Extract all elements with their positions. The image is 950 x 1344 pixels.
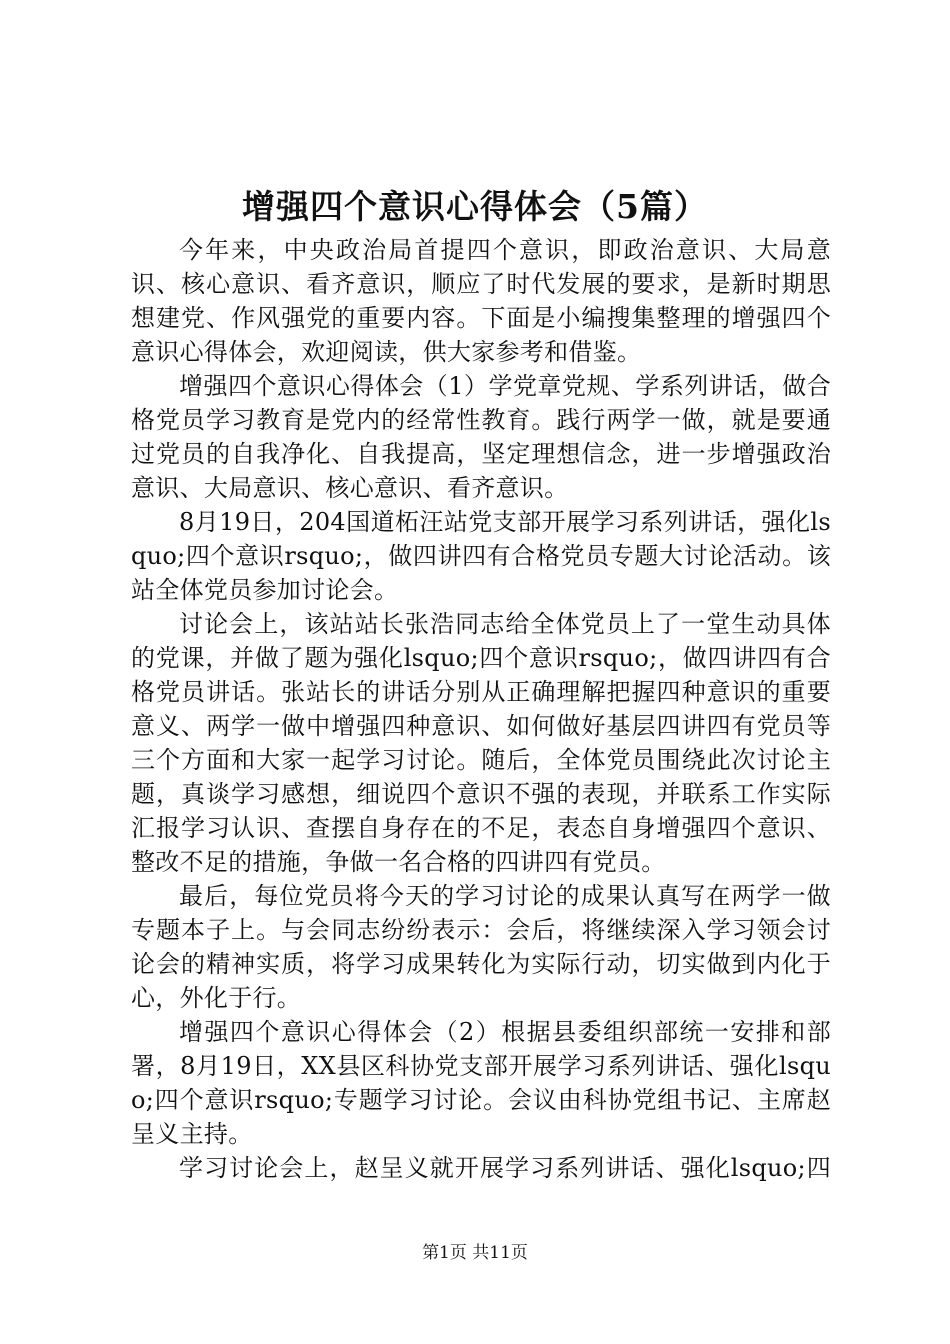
- paragraph-article-1: 增强四个意识心得体会（1）学党章党规、学系列讲话，做合格党员学习教育是党内的经常性教育。践行两学一做，就是要通过党员的自我净化、自我提高，坚定理想信念，进一步增强政治意识、大局意识、核心意识、看齐意识。: [131, 372, 831, 502]
- document-body: [131, 233, 831, 1185]
- paragraph-conclusion: 最后，每位党员将今天的学习讨论的成果认真写在两学一做专题本子上。与会同志纷纷表示：会后，将继续深入学习领会讨论会的精神实质，将学习成果转化为实际行动，切实做到内化于心，外化于行。: [131, 882, 831, 1012]
- paragraph-intro: 今年来，中央政治局首提四个意识，即政治意识、大局意识、核心意识、看齐意识，顺应了时代发展的要求，是新时期思想建党、作风强党的重要内容。下面是小编搜集整理的增强四个意识心得体会，欢迎阅读，供大家参考和借鉴。: [131, 236, 831, 366]
- paragraph-speech: 学习讨论会上，赵呈义就开展学习系列讲话、强化lsquo;四: [179, 1154, 831, 1182]
- page-number-footer: 第1页 共11页: [422, 1243, 528, 1263]
- paragraph-article-2: 增强四个意识心得体会（2）根据县委组织部统一安排和部署，8月19日，XX县区科协党支部开展学习系列讲话、强化lsquo;四个意识rsquo;专题学习讨论。会议由科协党组书记、主席赵呈义主持。: [131, 1018, 831, 1148]
- paragraph-discussion: 讨论会上，该站站长张浩同志给全体党员上了一堂生动具体的党课，并做了题为强化lsquo;四个意识rsquo;，做四讲四有合格党员讲话。张站长的讲话分别从正确理解把握四种意识的重要意义、两学一做中增强四种意识、如何做好基层四讲四有党员等三个方面和大家一起学习讨论。随后，全体党员围绕此次讨论主题，真谈学习感想，细说四个意识不强的表现，并联系工作实际汇报学习认识、查摆自身存在的不足，表态自身增强四个意识、整改不足的措施，争做一名合格的四讲四有党员。: [131, 610, 831, 876]
- paragraph-aug19-event: 8月19日，204国道柘汪站党支部开展学习系列讲话，强化lsquo;四个意识rsquo;，做四讲四有合格党员专题大讨论活动。该站全体党员参加讨论会。: [131, 508, 831, 604]
- document-title: 增强四个意识心得体会（5篇）: [242, 187, 708, 226]
